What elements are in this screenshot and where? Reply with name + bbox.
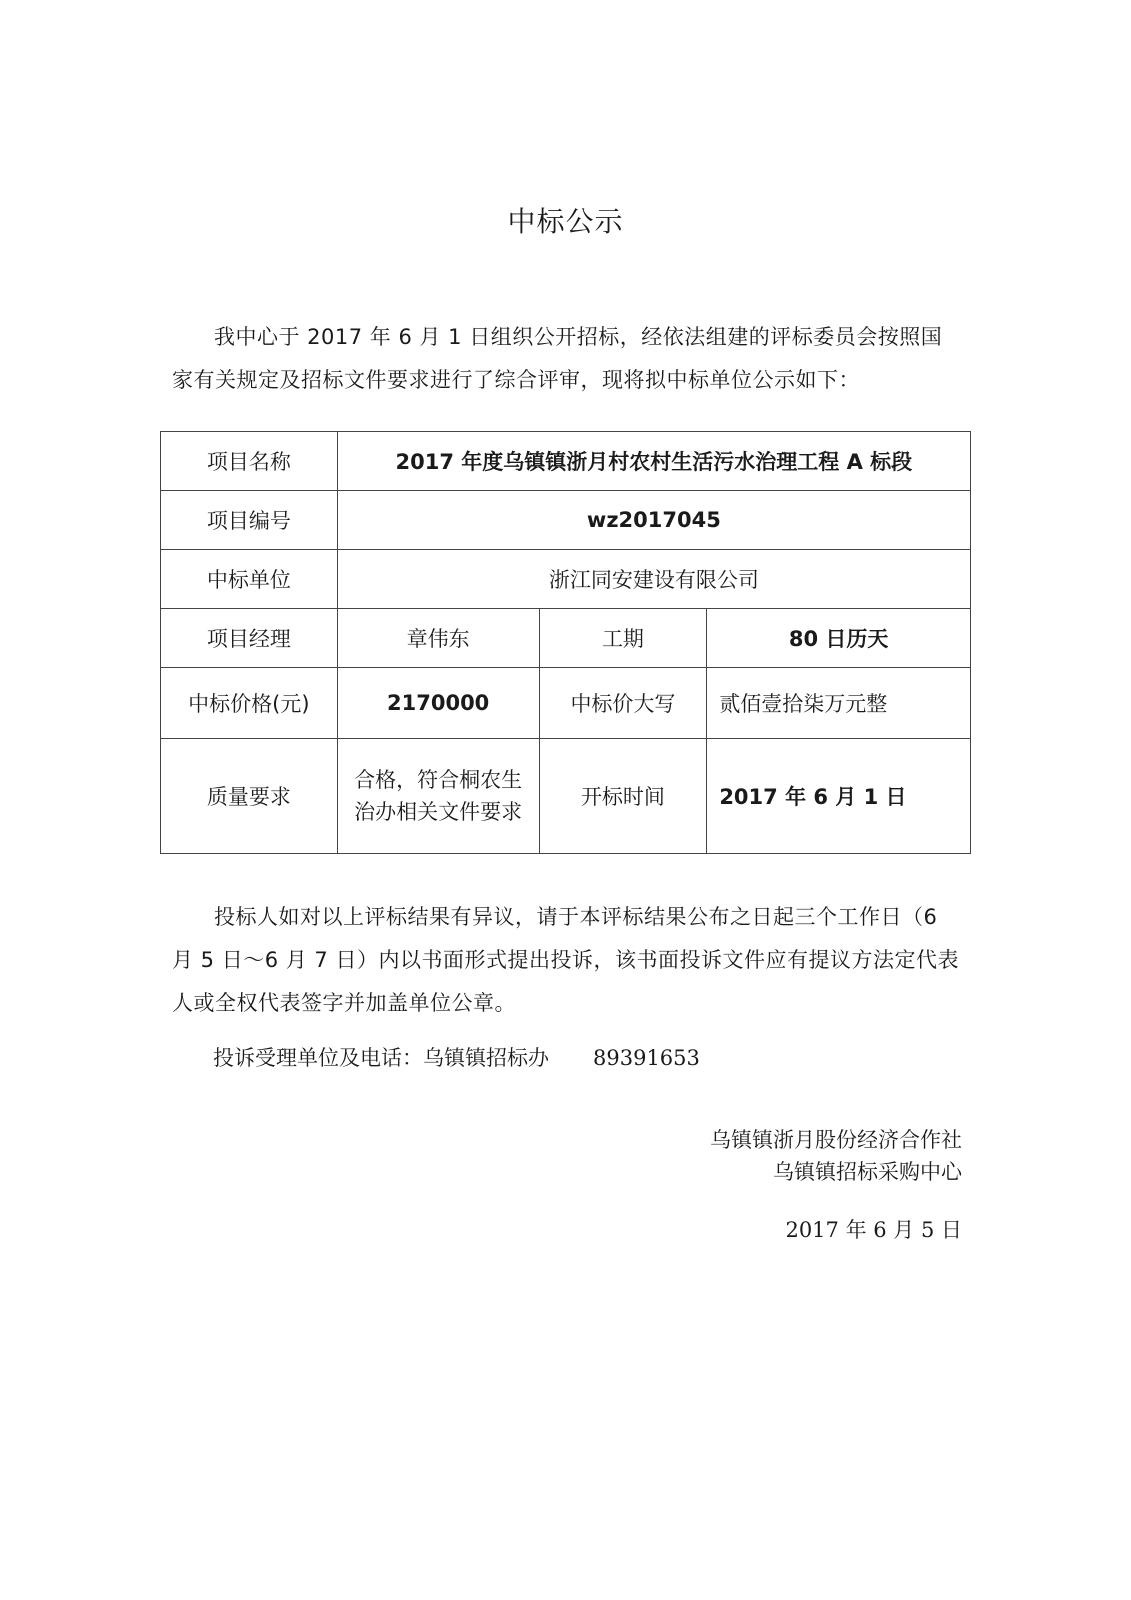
table-row — [161, 491, 971, 550]
winner-label: 中标单位 — [161, 550, 338, 609]
table-row — [161, 432, 971, 491]
table-row — [161, 668, 971, 739]
contact-phone: 89391653 — [593, 1046, 700, 1070]
manager-value: 章伟东 — [337, 609, 539, 668]
project-name-value: 2017 年度乌镇镇浙月村农村生活污水治理工程 A 标段 — [337, 432, 970, 491]
signature-block — [710, 1124, 962, 1188]
quality-value — [337, 739, 539, 854]
opening-label: 开标时间 — [539, 739, 707, 854]
contact-line — [213, 1043, 700, 1073]
manager-label: 项目经理 — [161, 609, 338, 668]
contact-label: 投诉受理单位及电话：乌镇镇招标办 — [213, 1046, 549, 1070]
quality-label: 质量要求 — [161, 739, 338, 854]
quality-value-line1: 合格，符合桐农生 — [354, 768, 523, 792]
table-row — [161, 609, 971, 668]
signature-org-1: 乌镇镇浙月股份经济合作社 — [710, 1128, 962, 1152]
table-row — [161, 739, 971, 854]
winner-value: 浙江同安建设有限公司 — [337, 550, 970, 609]
quality-value-line2: 治办相关文件要求 — [354, 800, 523, 824]
opening-value: 2017 年 6 月 1 日 — [707, 739, 971, 854]
duration-value: 80 日历天 — [707, 609, 971, 668]
project-name-label: 项目名称 — [161, 432, 338, 491]
page-title: 中标公示 — [507, 205, 624, 238]
price-value: 2170000 — [337, 668, 539, 739]
price-caps-value: 贰佰壹拾柒万元整 — [707, 668, 971, 739]
issue-date: 2017 年 6 月 5 日 — [785, 1218, 962, 1242]
price-label: 中标价格(元) — [161, 668, 338, 739]
objection-paragraph: 投标人如对以上评标结果有异议，请于本评标结果公布之日起三个工作日（6 月 5 日～6 月 7 日）内以书面形式提出投诉，该书面投诉文件应有提议方法定代表人或全权代表签字并加盖单位公章。 — [172, 905, 959, 1015]
intro-paragraph: 我中心于 2017 年 6 月 1 日组织公开招标，经依法组建的评标委员会按照国家有关规定及招标文件要求进行了综合评审，现将拟中标单位公示如下： — [172, 325, 943, 392]
project-no-label: 项目编号 — [161, 491, 338, 550]
award-table — [160, 431, 971, 854]
duration-label: 工期 — [539, 609, 707, 668]
signature-org-2: 乌镇镇招标采购中心 — [773, 1160, 962, 1184]
project-no-value: wz2017045 — [337, 491, 970, 550]
price-caps-label: 中标价大写 — [539, 668, 707, 739]
table-row — [161, 550, 971, 609]
